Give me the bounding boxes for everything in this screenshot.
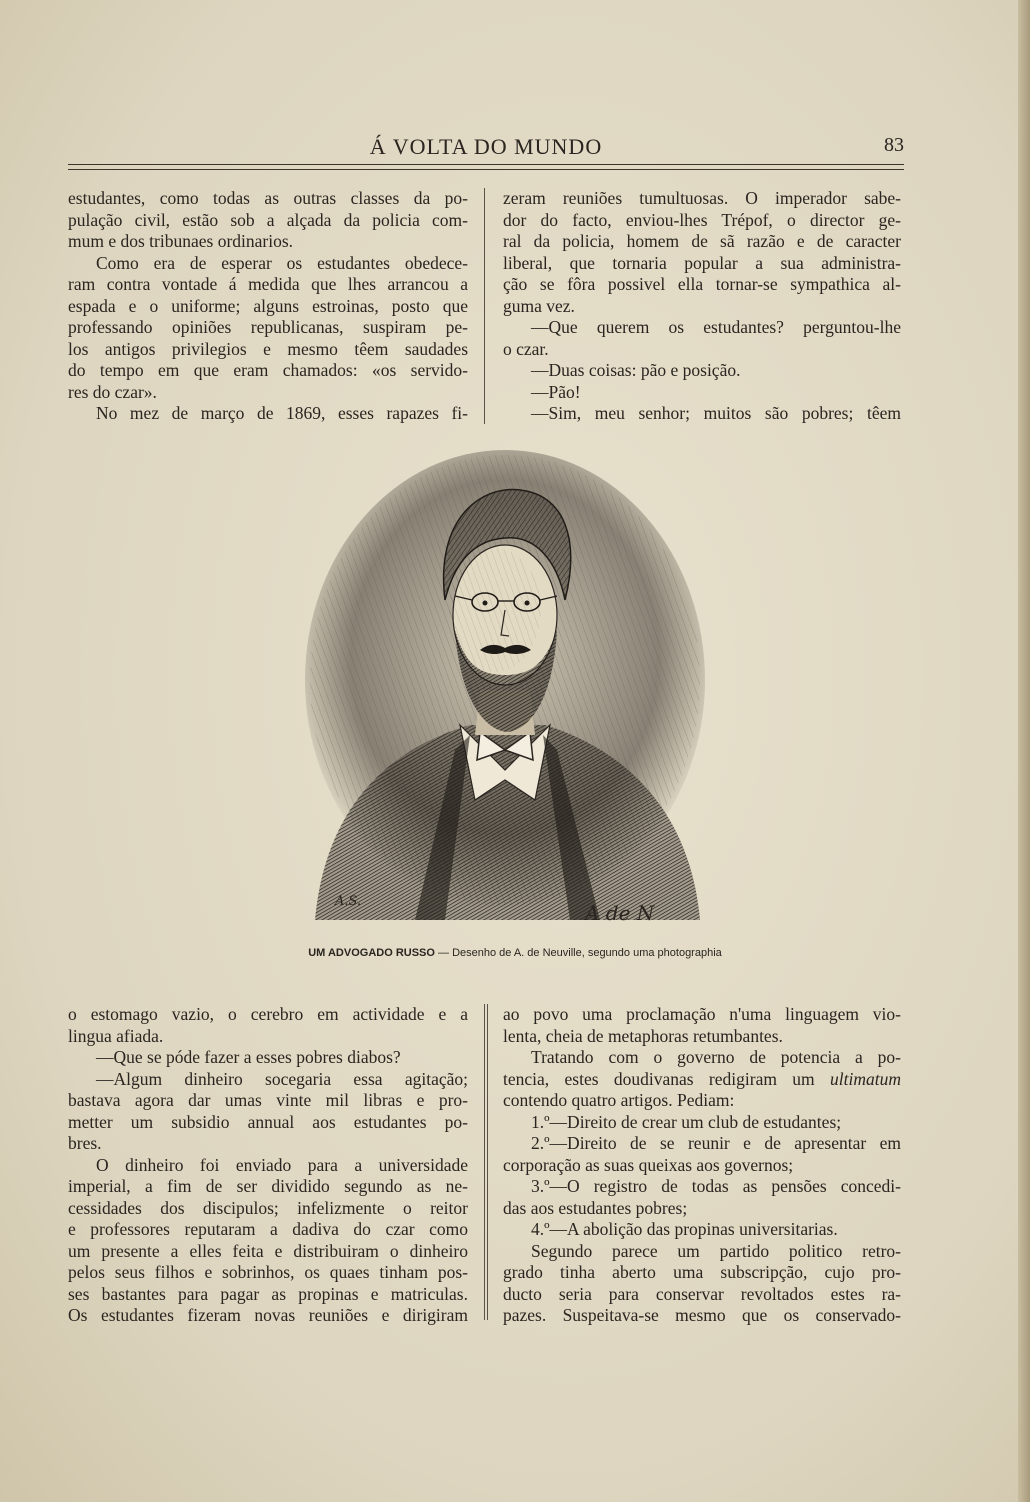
text-line: pazes. Suspeitava-se mesmo que os conservado-: [503, 1305, 901, 1325]
text-line: [503, 1069, 901, 1091]
text-line: O dinheiro foi enviado para a universidade: [96, 1154, 468, 1175]
text-line: los antigos privilegios e mesmo têem saudades: [68, 338, 468, 359]
text-line: corporação as suas queixas aos governos;: [503, 1154, 794, 1175]
text-line: —Que se póde fazer a esses pobres diabos?: [96, 1047, 401, 1067]
text-line: Tratando com o governo de potencia a po-: [531, 1047, 901, 1067]
column-top-left: [68, 188, 468, 425]
text-line: cessidades dos discipulos; infelizmente o reitor: [68, 1197, 468, 1218]
text-line: res do czar».: [68, 381, 157, 402]
text-line: professando opiniões republicanas, suspiram pe-: [68, 317, 468, 337]
text-line: 1.º—Direito de crear um club de estudantes;: [531, 1111, 842, 1132]
text-line: bastava agora dar umas vinte mil libras e pro-: [68, 1090, 468, 1110]
page-number: 83: [884, 134, 904, 156]
text-line: grado tinha aberto uma subscripção, cujo pro-: [503, 1262, 901, 1282]
text-line: zeram reuniões tumultuosas. O imperador sabe-: [503, 188, 901, 208]
text-line: ram contra vontade á medida que lhes arrancou a: [68, 274, 468, 294]
text-line: guma vez.: [503, 295, 575, 316]
text-line: liberal, que tornaria popular a sua administra-: [503, 252, 901, 273]
text-line: —Sim, meu senhor; muitos são pobres; têem: [531, 403, 901, 423]
text-line: ducto seria para conservar revoltados estes ra-: [503, 1283, 901, 1304]
text-line: ses bastantes para pagar as propinas e matriculas.: [68, 1283, 468, 1304]
column-bottom-left: [68, 1004, 468, 1327]
text-line: Como era de esperar os estudantes obedece-: [96, 252, 468, 273]
text-line: estudantes, como todas as outras classes da po-: [68, 188, 468, 208]
text-line: e professores reputaram a dadiva do czar como: [68, 1219, 468, 1239]
column-bottom-right: [503, 1004, 901, 1327]
text-line: dor do facto, enviou-lhes Trépof, o director ge-: [503, 209, 901, 230]
column-divider: [487, 1004, 488, 1320]
text-line: lingua afiada.: [68, 1025, 164, 1046]
portrait-engraving: [295, 450, 715, 930]
header-rule: [68, 164, 904, 170]
text-line: ao povo uma proclamação n'uma linguagem vio-: [503, 1004, 901, 1024]
text-line: o estomago vazio, o cerebro em actividade e a: [68, 1004, 468, 1024]
text-line: ção se fôra possivel ella tornar-se sympathica al-: [503, 274, 901, 294]
text-line: —Algum dinheiro socegaria essa agitação;: [96, 1068, 468, 1089]
column-divider: [484, 188, 485, 424]
text-line: —Duas coisas: pão e posição.: [531, 360, 741, 380]
text-line: imperial, a fim de ser dividido segundo as ne-: [68, 1176, 468, 1196]
figure-caption: [160, 947, 870, 959]
text-fragment: tencia, estes doudivanas redigiram um: [503, 1068, 831, 1089]
header-title: Á VOLTA DO MUNDO: [369, 134, 603, 159]
text-line: —Que querem os estudantes? perguntou-lhe: [531, 317, 901, 337]
caption-title: UM ADVOGADO RUSSO: [308, 947, 435, 959]
text-line: contendo quatro artigos. Pediam:: [503, 1090, 735, 1110]
text-line: Segundo parece um partido politico retro-: [531, 1240, 901, 1261]
text-line: pelos seus filhos e sobrinhos, os quaes tinham pos-: [68, 1262, 468, 1282]
text-line: bres.: [68, 1133, 102, 1153]
text-line: do tempo em que eram chamados: «os servido-: [68, 360, 468, 380]
column-divider: [484, 1004, 485, 1320]
caption-text: — Desenho de A. de Neuville, segundo uma photographia: [434, 947, 722, 959]
italic-term: ultimatum: [830, 1068, 901, 1089]
engraver-signature: A.S.: [335, 894, 362, 909]
text-line: Os estudantes fizeram novas reuniões e dirigiram: [68, 1305, 468, 1325]
text-line: 3.º—O registro de todas as pensões concedi-: [531, 1176, 901, 1196]
text-line: das aos estudantes pobres;: [503, 1197, 688, 1218]
artist-signature: A de N: [585, 901, 655, 925]
text-line: mum e dos tribunaes ordinarios.: [68, 231, 294, 251]
text-line: um presente a elles feita e distribuiram o dinheiro: [68, 1240, 468, 1261]
running-header: [68, 132, 904, 162]
text-line: No mez de março de 1869, esses rapazes fi-: [96, 403, 468, 423]
text-line: 2.º—Direito de se reunir e de apresentar em: [531, 1133, 901, 1153]
text-line: ral da policia, homem de sã razão e de caracter: [503, 231, 901, 251]
text-line: metter um subsidio annual aos estudantes po-: [68, 1111, 468, 1132]
text-line: pulação civil, estão sob a alçada da policia com-: [68, 209, 468, 230]
page-edge: [1018, 0, 1030, 1502]
column-top-right: [503, 188, 901, 425]
text-line: espada e o uniforme; alguns estroinas, posto que: [68, 295, 468, 316]
text-line: o czar.: [503, 338, 549, 359]
text-line: 4.º—A abolição das propinas universitarias.: [531, 1219, 838, 1239]
text-line: —Pão!: [531, 381, 581, 402]
text-line: lenta, cheia de metaphoras retumbantes.: [503, 1025, 783, 1046]
